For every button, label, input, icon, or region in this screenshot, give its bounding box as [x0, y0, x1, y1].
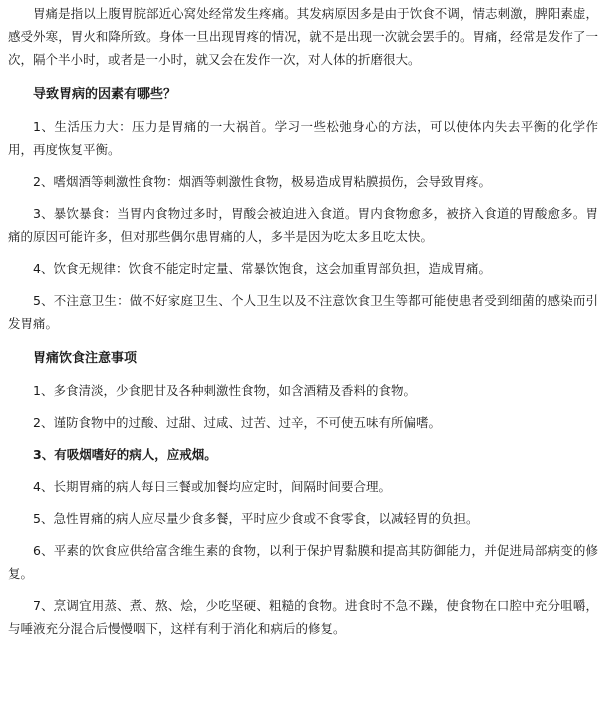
cause-item-2: 2、嗜烟酒等刺激性食物：烟酒等刺激性食物，极易造成胃粘膜损伤，会导致胃疼。 — [33, 174, 491, 189]
diet-item-7: 7、烹调宜用蒸、煮、熬、烩，少吃坚硬、粗糙的食物。进食时不急不躁，使食物在口腔中充分咀嚼，与唾液充分混合后慢慢咽下，这样有利于消化和病后的修复。 — [8, 598, 598, 636]
cause-item-3: 3、暴饮暴食：当胃内食物过多时，胃酸会被迫进入食道。胃内食物愈多，被挤入食道的胃酸愈多。胃痛的原因可能许多，但对那些偶尔患胃痛的人，多半是因为吃太多且吃太快。 — [8, 206, 598, 244]
diet-item-1: 1、多食清淡，少食肥甘及各种刺激性食物，如含酒精及香料的食物。 — [33, 383, 416, 398]
cause-item-5: 5、不注意卫生：做不好家庭卫生、个人卫生以及不注意饮食卫生等都可能使患者受到细菌的感染而引发胃痛。 — [8, 293, 598, 331]
cause-item-1: 1、生活压力大：压力是胃痛的一大祸首。学习一些松弛身心的方法，可以使体内失去平衡的化学作用，再度恢复平衡。 — [8, 119, 598, 157]
cause-item-4: 4、饮食无规律：饮食不能定时定量、常暴饮饱食，这会加重胃部负担，造成胃痛。 — [33, 261, 491, 276]
intro-paragraph: 胃痛是指以上腹胃脘部近心窝处经常发生疼痛。其发病原因多是由于饮食不调，情志刺激，脾阳素虚，感受外寒，胃火和降所致。身体一旦出现胃疼的情况，就不是出现一次就会罢手的。胃痛，经常是发作了一次，隔个半小时，或者是一小时，就又会在发作一次，对人体的折磨很大。 — [8, 6, 598, 67]
diet-item-6: 6、平素的饮食应供给富含维生素的食物，以利于保护胃黏膜和提高其防御能力，并促进局部病变的修复。 — [8, 543, 598, 581]
diet-item-4: 4、长期胃痛的病人每日三餐或加餐均应定时，间隔时间要合理。 — [33, 479, 391, 494]
diet-item-2: 2、谨防食物中的过酸、过甜、过咸、过苦、过辛，不可使五味有所偏嗜。 — [33, 415, 441, 430]
diet-item-5: 5、急性胃痛的病人应尽量少食多餐，平时应少食或不食零食，以减轻胃的负担。 — [33, 511, 479, 526]
diet-item-3: 3、有吸烟嗜好的病人，应戒烟。 — [33, 447, 217, 462]
section-heading-causes: 导致胃病的因素有哪些？ — [33, 87, 177, 102]
section-heading-diet: 胃痛饮食注意事项 — [33, 351, 138, 366]
